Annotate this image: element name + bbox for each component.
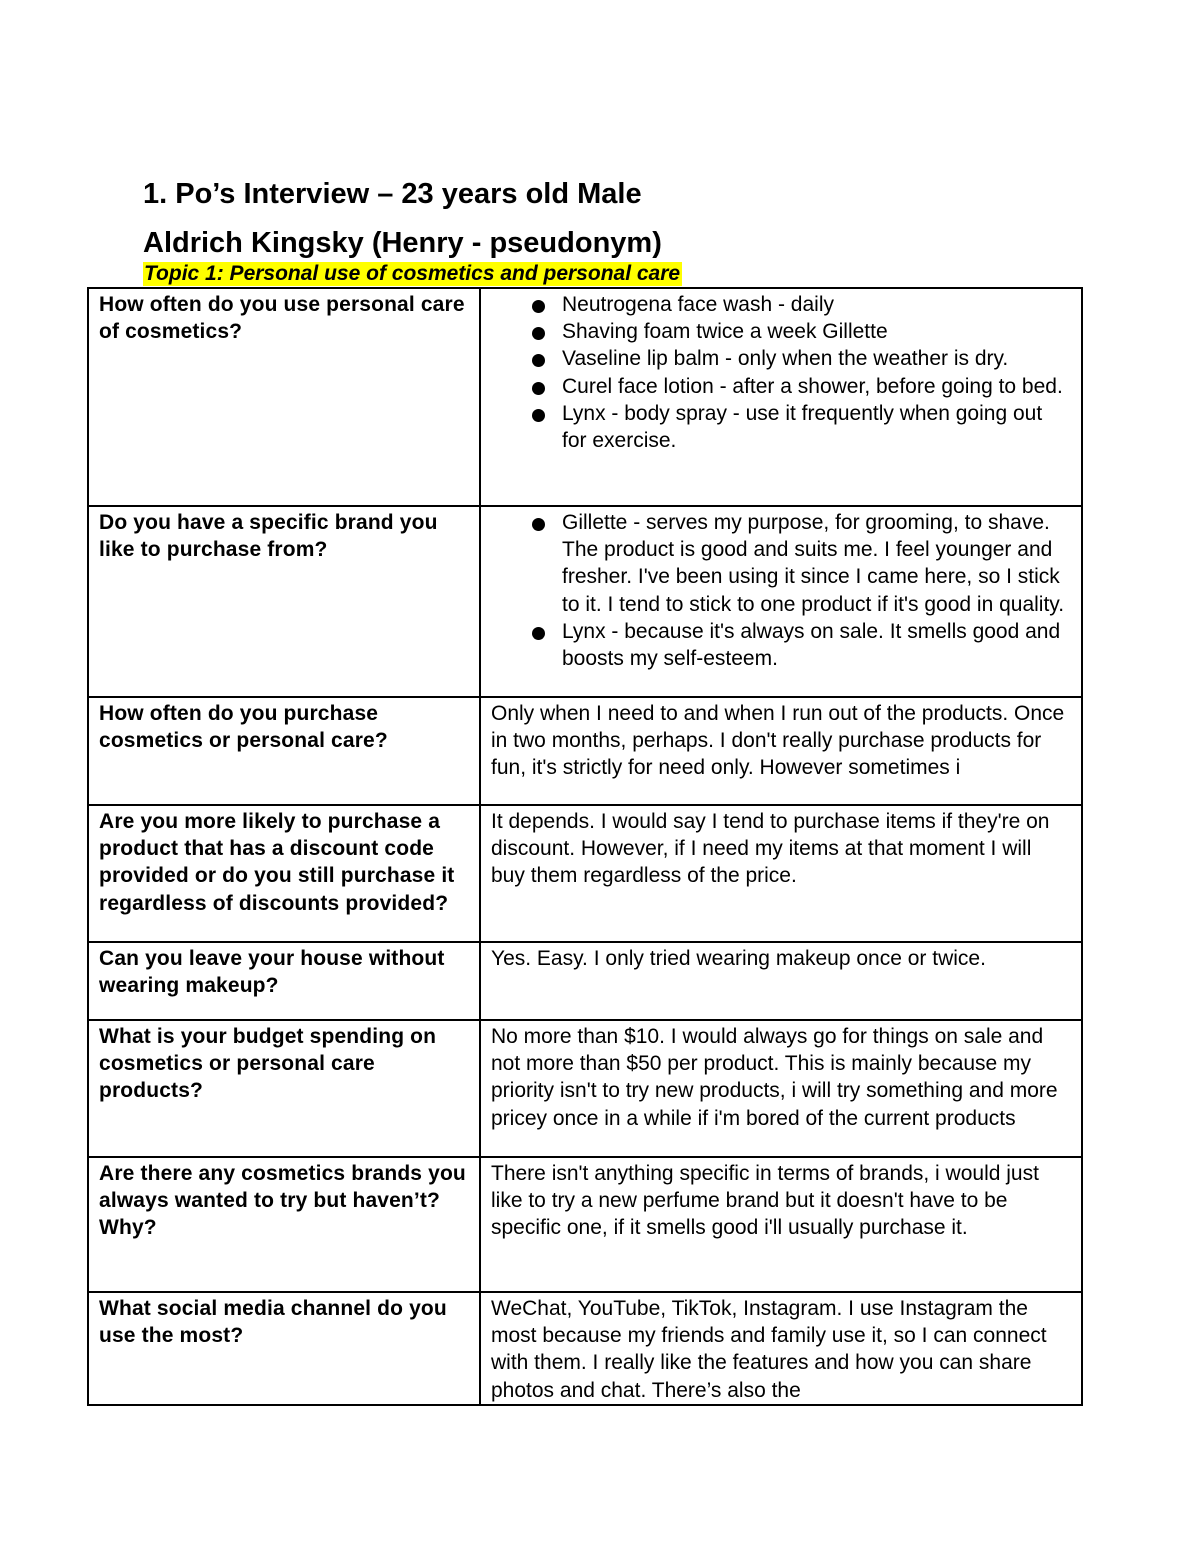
answer-cell: There isn't anything specific in terms of brands, i would just like to try a new perfume brand but it doesn't have to be specific one, if it smells good i'll usually purchase it.: [480, 1157, 1082, 1292]
bullet-list: [491, 291, 1071, 454]
bullet-text: Vaseline lip balm - only when the weather is dry.: [562, 347, 1009, 371]
list-item: [491, 291, 1071, 318]
interviewee-name: Aldrich Kingsky (Henry - pseudonym): [143, 227, 662, 259]
question-cell: Can you leave your house without wearing makeup?: [88, 942, 480, 1020]
table-row: [88, 506, 1082, 697]
question-cell: How often do you purchase cosmetics or personal care?: [88, 697, 480, 805]
bullet-icon: [532, 327, 545, 340]
table-row: [88, 805, 1082, 942]
list-item: [491, 318, 1071, 345]
answer-cell: Only when I need to and when I run out of the products. Once in two months, perhaps. I don't really purchase products for fun, it's strictly for need only. However sometimes i: [480, 697, 1082, 805]
bullet-icon: [532, 627, 545, 640]
answer-cell: WeChat, YouTube, TikTok, Instagram. I use Instagram the most because my friends and family use it, so I can connect with them. I really like the features and how you can share photos and chat. There’s also the: [480, 1292, 1082, 1405]
bullet-icon: [532, 409, 545, 422]
table-row: [88, 1292, 1082, 1405]
list-item: [491, 618, 1071, 672]
bullet-text: Lynx - because it's always on sale. It smells good and boosts my self-esteem.: [562, 619, 1061, 671]
answer-cell: [480, 506, 1082, 697]
bullet-text: Gillette - serves my purpose, for grooming, to shave. The product is good and suits me. I feel younger and fresher. I've been using it since I came here, so I stick to it. I tend to stick to one product if it's good in quality.: [562, 511, 1065, 616]
table-row: [88, 697, 1082, 805]
answer-cell: No more than $10. I would always go for things on sale and not more than $50 per product. This is mainly because my priority isn't to try new products, i will try something and more pricey once in a while if i'm bored of the current products: [480, 1020, 1082, 1157]
answer-cell: Yes. Easy. I only tried wearing makeup once or twice.: [480, 942, 1082, 1020]
question-cell: How often do you use personal care of cosmetics?: [88, 288, 480, 506]
interview-table: [87, 287, 1083, 1406]
question-cell: Are there any cosmetics brands you always wanted to try but haven’t? Why?: [88, 1157, 480, 1292]
question-cell: Are you more likely to purchase a product that has a discount code provided or do you still purchase it regardless of discounts provided?: [88, 805, 480, 942]
table-row: [88, 1020, 1082, 1157]
bullet-icon: [532, 354, 545, 367]
bullet-icon: [532, 300, 545, 313]
table-row: [88, 942, 1082, 1020]
list-item: [491, 373, 1071, 400]
table-row: [88, 288, 1082, 506]
list-item: [491, 400, 1071, 454]
answer-cell: [480, 288, 1082, 506]
question-cell: What social media channel do you use the most?: [88, 1292, 480, 1405]
bullet-icon: [532, 382, 545, 395]
bullet-text: Lynx - body spray - use it frequently when going out for exercise.: [562, 401, 1043, 453]
bullet-text: Shaving foam twice a week Gillette: [562, 320, 888, 344]
bullet-list: [491, 509, 1071, 672]
table-row: [88, 1157, 1082, 1292]
question-cell: Do you have a specific brand you like to purchase from?: [88, 506, 480, 697]
bullet-icon: [532, 518, 545, 531]
bullet-text: Curel face lotion - after a shower, before going to bed.: [562, 374, 1063, 398]
answer-cell: It depends. I would say I tend to purchase items if they're on discount. However, if I need my items at that moment I will buy them regardless of the price.: [480, 805, 1082, 942]
document-title: 1. Po’s Interview – 23 years old Male: [143, 178, 642, 210]
list-item: [491, 345, 1071, 372]
question-cell: What is your budget spending on cosmetics or personal care products?: [88, 1020, 480, 1157]
topic-heading: Topic 1: Personal use of cosmetics and personal care: [144, 262, 681, 285]
bullet-text: Neutrogena face wash - daily: [562, 293, 834, 316]
list-item: [491, 509, 1071, 618]
